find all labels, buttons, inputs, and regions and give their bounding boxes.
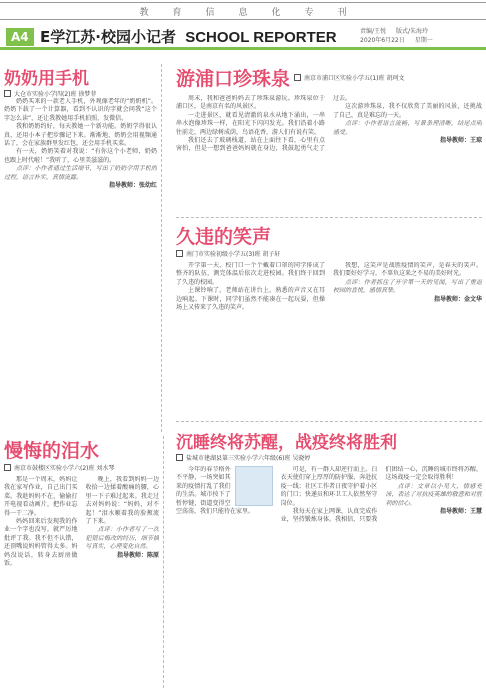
slogan-bar (0, 2, 486, 20)
article-paragraph: 我想，这笑声是战胜疫情的笑声，是春天的笑声。我们要好好学习，不辜负这来之不易的美好时光。 (333, 262, 482, 278)
byline-tag-icon (4, 90, 11, 97)
teacher-comment: 点评：小作者写了一次犯错后悔改的经历，细节描写真实，心理变化自然。 (85, 526, 159, 551)
article-title: 久违的笑声 (176, 226, 272, 248)
article-paragraph: 这次游珍珠泉，我不仅欣赏了美丽的风景，还挑战了自己，真是难忘的一天。 (333, 103, 482, 119)
editor: 责编/王悦 (360, 28, 387, 35)
article-title: 慢悔的泪水 (4, 440, 100, 462)
slogan-char: 化 (271, 7, 281, 18)
masthead (0, 0, 486, 50)
article-grandma-phone (4, 64, 162, 432)
teacher-name: 指导教师：张幼红 (108, 182, 157, 190)
article-paragraph: 奶奶买来的一款老人手机，外观像老年的“奶奶机”。奶奶下载了一个计算器，看到不认识的字就会问我“这个字怎么读”，还让我教她用手机拍照、发微信。 (4, 98, 157, 122)
article-regret-tears (4, 436, 164, 688)
article-paragraph: 上课铃响了，老师站在讲台上，熟悉的声音又在耳边响起。下课时，同学们虽然不能凑在一起玩耍，但操场上又传来了久违的笑声。 (176, 287, 325, 312)
page-number: A4 (6, 28, 34, 46)
article-header (176, 64, 482, 91)
article-paragraph: 今年的春节格外不平静，一场突如其来的疫情打乱了我们的生活。城市按下了暂停键，街道变得空空荡荡，我们只能待在家里。 (176, 466, 255, 516)
teacher-name: 指导教师：陈原 (116, 551, 159, 559)
slogan-char: 息 (238, 7, 248, 18)
article-title: 奶奶用手机 (4, 69, 89, 89)
article-body (4, 98, 157, 416)
teacher-comment: 点评：文章以小见大，情感充沛，表达了对抗疫英雄的敬意和对胜利的信心。 (385, 482, 482, 507)
slogan-char: 育 (172, 7, 182, 18)
byline-text: 南京市浦口区实验小学五(1)班 胡珂文 (304, 75, 405, 82)
byline-text: 盐城市建湖县第三实验小学六年级(6)班 吴晓婷 (186, 455, 311, 462)
slogan-char: 信 (205, 7, 215, 18)
article-byline (294, 73, 404, 82)
article-victory-over-epidemic (176, 428, 482, 688)
slogan-char: 教 (139, 7, 149, 18)
article-body (4, 476, 159, 684)
article-body (176, 466, 482, 690)
article-paragraph: 那是一个周末，妈妈让我在家写作业，自己出门买菜。我趁妈妈不在，偷偷打开电视看动画片，把作业忘得一干二净。 (4, 476, 78, 517)
paper-title (40, 26, 337, 47)
article-body (176, 262, 482, 422)
article-paragraph: 我们还去了玻璃栈道，站在上面往下看，心里有点害怕，但是一想到爸爸妈妈就在身边，我鼓起勇气走了过去。 (176, 95, 352, 153)
issue-date: 2020年6月22日 (360, 37, 405, 44)
byline-tag-icon (176, 454, 183, 461)
teacher-comment: 点评：小作者通过生活细节，写出了奶奶学用手机的过程，语言朴实，真情流露。 (4, 165, 157, 181)
byline-text: 南门市实验初级小学五(3)班 胡子轩 (186, 251, 281, 258)
byline-tag-icon (4, 464, 11, 471)
paper-title-en: SCHOOL REPORTER (185, 29, 337, 46)
article-title: 沉睡终将苏醒，战疫终将胜利 (176, 433, 397, 453)
article-paragraph: 晚上，我看到妈妈一边收拾一边揉着酸痛的腰，心里一下子难过起来。我走过去对妈妈说：“妈妈，对不起！”泪水顺着我的脸颊流了下来。 (85, 476, 159, 526)
article-paragraph: 一走进景区，就看见清澈的泉水从地下涌出，一串串水泡像珍珠一样，在阳光下闪闪发光。我们沿着小路往前走，两边绿树成荫，鸟语花香，游人们有说有笑。 (176, 111, 325, 136)
article-paragraph: 有一天，奶奶笑着对我说：“有你这个小老师，奶奶也跟上时代啦！”我听了，心里美滋滋的。 (4, 148, 157, 164)
byline-tag-icon (294, 74, 301, 81)
byline-text: 南京市鼓楼区实验小学六(2)班 刘水琴 (14, 465, 115, 472)
page-header-bar (0, 26, 486, 50)
teacher-comment: 点评：作者抓住了开学第一天的见闻，写出了重返校园的喜悦，感情真挚。 (333, 278, 482, 295)
article-title: 游浦口珍珠泉 (176, 68, 291, 90)
article-byline (176, 453, 482, 462)
slogan-char: 专 (304, 7, 314, 18)
paper-title-cn: E学江苏·校园小记者 (40, 28, 176, 46)
article-body (176, 95, 482, 219)
issue-meta (360, 27, 480, 45)
article-paragraph: 我每天在家上网课，认真完成作业，坚持锻炼身体。我相信，只要我们团结一心，沉睡的城市终将苏醒，这场战疫一定会取得胜利！ (280, 466, 482, 524)
teacher-name: 指导教师：王慧 (439, 508, 482, 516)
article-paragraph: 可是，有一群人却逆行而上。白衣天使们穿上厚厚的防护服，奔赴抗疫一线；社区工作者日夜守护着小区的门口；快递员和环卫工人依然坚守岗位。 (280, 466, 378, 507)
issue-weekday: 星期一 (414, 37, 433, 44)
article-illustration (235, 466, 273, 506)
teacher-name: 指导教师：王琼 (439, 137, 482, 145)
article-paragraph: 周末，我和爸爸妈妈去了珍珠泉游玩。珍珠泉位于浦口区，是南京有名的风景区。 (176, 95, 325, 111)
article-paragraph: 开学第一天，校门口一个个戴着口罩的同学排成了整齐的队伍，测完体温后依次走进校园。我们终于回到了久违的校园。 (176, 262, 325, 286)
article-byline (4, 89, 157, 98)
article-pearl-spring (176, 64, 482, 218)
proofreader: 版式/朱海玲 (396, 28, 429, 35)
article-paragraph: 我和奶奶约好，每天教她一个新功能。奶奶学得很认真，还用小本子把步骤记下来。渐渐地，奶奶会用视频通话了，会在家族群里发红包，还会用手机买菜。 (4, 123, 157, 148)
teacher-comment: 点评：小作者语言流畅，写景条理清晰，结尾点明感受。 (333, 120, 482, 136)
byline-tag-icon (176, 250, 183, 257)
byline-text: 大仓市实验小学四(2)班 徐梦菲 (14, 91, 97, 98)
slogan-char: 刊 (337, 7, 347, 18)
article-byline (4, 463, 159, 472)
article-paragraph: 妈妈回来后发现我的作业一个字也没写，就严厉地批评了我。我不但不认错，还顶嘴说妈妈管得太多。妈妈没说话，转身去厨房做饭。 (4, 518, 78, 568)
article-long-awaited-laughter (176, 222, 482, 422)
teacher-name: 指导教师：金文华 (433, 295, 482, 303)
article-byline (176, 249, 482, 258)
